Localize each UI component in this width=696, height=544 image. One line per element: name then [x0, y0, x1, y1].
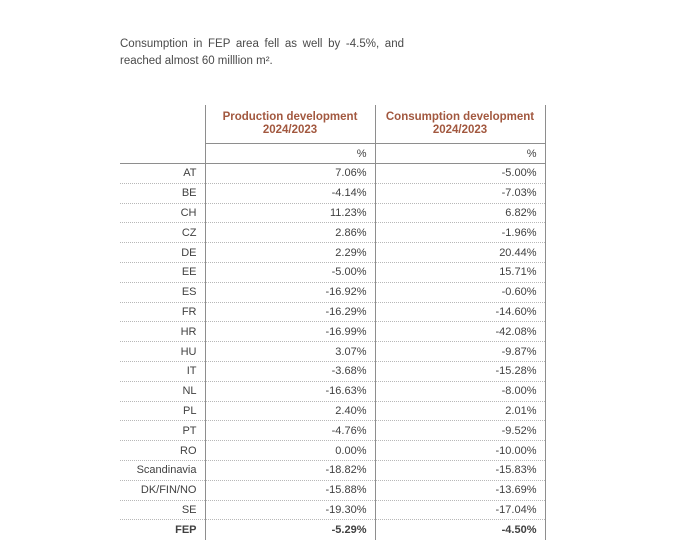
- production-value: -5.29%: [205, 520, 375, 541]
- table-row: [120, 164, 545, 184]
- production-value: 2.40%: [205, 401, 375, 421]
- consumption-value: -10.00%: [375, 441, 545, 461]
- production-value: -15.88%: [205, 480, 375, 500]
- table-row: [120, 361, 545, 381]
- table-row: [120, 342, 545, 362]
- table-body: [120, 164, 545, 520]
- row-label: HR: [120, 322, 205, 342]
- table-row: [120, 460, 545, 480]
- production-value: 2.86%: [205, 223, 375, 243]
- consumption-value: -0.60%: [375, 282, 545, 302]
- row-label: PT: [120, 421, 205, 441]
- consumption-value: -1.96%: [375, 223, 545, 243]
- row-label: Scandinavia: [120, 460, 205, 480]
- production-value: 11.23%: [205, 203, 375, 223]
- row-label: PL: [120, 401, 205, 421]
- unit-empty-cell: [120, 144, 205, 164]
- row-label: CZ: [120, 223, 205, 243]
- consumption-value: -9.52%: [375, 421, 545, 441]
- production-value: -16.92%: [205, 282, 375, 302]
- intro-paragraph: [120, 36, 404, 69]
- table-row: [120, 500, 545, 520]
- row-label: HU: [120, 342, 205, 362]
- table-row: [120, 302, 545, 322]
- consumption-value: -15.83%: [375, 460, 545, 480]
- total-row: [120, 520, 545, 541]
- intro-line-1: Consumption in FEP area fell as well by -4.5%, and: [120, 38, 404, 50]
- consumption-value: -14.60%: [375, 302, 545, 322]
- row-label: SE: [120, 500, 205, 520]
- consumption-value: -8.00%: [375, 381, 545, 401]
- table-row: [120, 262, 545, 282]
- production-value: 7.06%: [205, 164, 375, 184]
- production-value: -4.14%: [205, 183, 375, 203]
- table-row: [120, 183, 545, 203]
- production-value: -5.00%: [205, 262, 375, 282]
- table-row: [120, 480, 545, 500]
- consumption-value: -17.04%: [375, 500, 545, 520]
- consumption-value: -7.03%: [375, 183, 545, 203]
- table-row: [120, 223, 545, 243]
- table-header-row: [120, 105, 545, 144]
- table-row: [120, 421, 545, 441]
- row-label: ES: [120, 282, 205, 302]
- consumption-value: -15.28%: [375, 361, 545, 381]
- consumption-value: -5.00%: [375, 164, 545, 184]
- table-row: [120, 322, 545, 342]
- consumption-value: 15.71%: [375, 262, 545, 282]
- table-row: [120, 381, 545, 401]
- row-label: RO: [120, 441, 205, 461]
- development-table: [120, 105, 546, 540]
- row-label: FR: [120, 302, 205, 322]
- production-value: -4.76%: [205, 421, 375, 441]
- table-row: [120, 401, 545, 421]
- row-label: DK/FIN/NO: [120, 480, 205, 500]
- row-label: NL: [120, 381, 205, 401]
- production-value: -3.68%: [205, 361, 375, 381]
- table-row: [120, 243, 545, 263]
- unit-row: [120, 144, 545, 164]
- unit-consumption: %: [375, 144, 545, 164]
- table-row: [120, 282, 545, 302]
- corner-cell: [120, 105, 205, 144]
- intro-line-2: reached almost 60 milllion m².: [120, 54, 273, 67]
- production-value: -16.99%: [205, 322, 375, 342]
- row-label: IT: [120, 361, 205, 381]
- row-label: DE: [120, 243, 205, 263]
- column-header-production: Production development 2024/2023: [205, 105, 375, 144]
- consumption-value: -4.50%: [375, 520, 545, 541]
- column-header-consumption: Consumption development 2024/2023: [375, 105, 545, 144]
- table-row: [120, 203, 545, 223]
- row-label: BE: [120, 183, 205, 203]
- consumption-value: -42.08%: [375, 322, 545, 342]
- production-value: -16.63%: [205, 381, 375, 401]
- production-value: -19.30%: [205, 500, 375, 520]
- row-label: AT: [120, 164, 205, 184]
- production-value: 2.29%: [205, 243, 375, 263]
- row-label: EE: [120, 262, 205, 282]
- row-label: FEP: [120, 520, 205, 541]
- row-label: CH: [120, 203, 205, 223]
- consumption-value: 20.44%: [375, 243, 545, 263]
- table-row: [120, 441, 545, 461]
- production-value: -18.82%: [205, 460, 375, 480]
- consumption-value: 2.01%: [375, 401, 545, 421]
- production-value: 3.07%: [205, 342, 375, 362]
- consumption-value: 6.82%: [375, 203, 545, 223]
- consumption-value: -13.69%: [375, 480, 545, 500]
- production-value: -16.29%: [205, 302, 375, 322]
- consumption-value: -9.87%: [375, 342, 545, 362]
- production-value: 0.00%: [205, 441, 375, 461]
- unit-production: %: [205, 144, 375, 164]
